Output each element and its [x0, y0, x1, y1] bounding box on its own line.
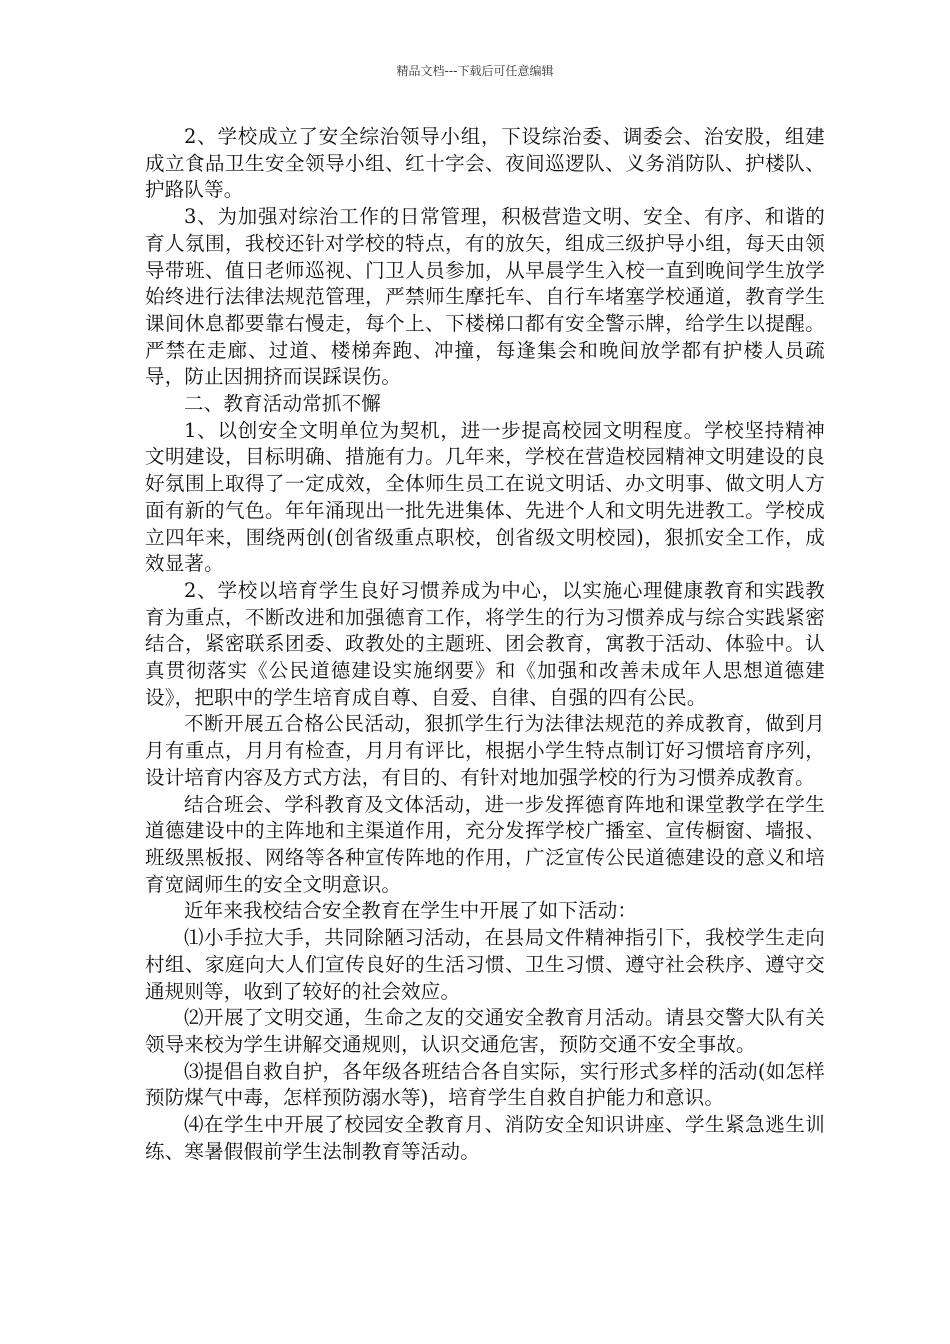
document-body: [145, 124, 825, 1165]
paragraph-committee: 2、学校成立了安全综治领导小组，下设综治委、调委会、治安股，组建成立食品卫生安全领导小组、红十字会、夜间巡逻队、义务消防队、护楼队、护路队等。: [145, 125, 825, 202]
paragraph-activity-1: ⑴小手拉大手，共同除陋习活动，在县局文件精神指引下，我校学生走向村组、家庭向大人们宣传良好的生活习惯、卫生习惯、遵守社会秩序、遵守交通规则等，收到了较好的社会效应。: [145, 926, 825, 1003]
paragraph-patrol: 3、为加强对综治工作的日常管理，积极营造文明、安全、有序、和谐的育人氛围，我校还针对学校的特点，有的放矢，组成三级护导小组，每天由领导带班、值日老师巡视、门卫人员参加，从早晨学生入校一直到晚间学生放学始终进行法律法规范管理，严禁师生摩托车、自行车堵塞学校通道，教育学生课间休息都要靠右慢走，每个上、下楼梯口都有安全警示牌，给学生以提醒。严禁在走廊、过道、楼梯奔跑、冲撞，每逢集会和晚间放学都有护楼人员疏导，防止因拥挤而误踩误伤。: [145, 205, 825, 389]
paragraph-activities-intro: 近年来我校结合安全教育在学生中开展了如下活动：: [184, 899, 638, 923]
section-heading-education: 二、教育活动常抓不懈: [184, 392, 382, 416]
paragraph-habits: 2、学校以培育学生良好习惯养成为中心，以实施心理健康教育和实践教育为重点，不断改进和加强德育工作，将学生的行为习惯养成与综合实践紧密结合，紧密联系团委、政教处的主题班、团会教育，寓教于活动、体验中。认真贯彻落实《公民道德建设实施纲要》和《加强和改善未成年人思想道德建设》，把职中的学生培育成自尊、自爱、自律、自强的四有公民。: [145, 578, 825, 709]
paragraph-activity-2: ⑵开展了文明交通，生命之友的交通安全教育月活动。请县交警大队有关领导来校为学生讲解交通规则，认识交通危害，预防交通不安全事故。: [145, 1006, 825, 1056]
paragraph-five-qualified: 不断开展五合格公民活动，狠抓学生行为法律法规范的养成教育，做到月月有重点，月月有检查，月月有评比，根据小学生特点制订好习惯培育序列，设计培育内容及方式方法，有目的、有针对地加强学校的行为习惯养成教育。: [145, 712, 825, 789]
page-header: 精品文档---下载后可任意编辑: [396, 64, 554, 78]
paragraph-activity-4: ⑷在学生中开展了校园安全教育月、消防安全知识讲座、学生紧急逃生训练、寒暑假假前学生法制教育等活动。: [145, 1113, 825, 1163]
paragraph-activity-3: ⑶提倡自救自护，各年级各班结合各自实际，实行形式多样的活动(如怎样预防煤气中毒，怎样预防溺水等)，培育学生自救自护能力和意识。: [145, 1059, 825, 1110]
paragraph-class-meetings: 结合班会、学科教育及文体活动，进一步发挥德育阵地和课堂教学在学生道德建设中的主阵地和主渠道作用，充分发挥学校广播室、宣传橱窗、墙报、班级黑板报、网络等各种宣传阵地的作用，广泛宣传公民道德建设的意义和培育宽阔师生的安全文明意识。: [145, 792, 825, 896]
paragraph-civilization: 1、以创安全文明单位为契机，进一步提高校园文明程度。学校坚持精神文明建设，目标明确、措施有力。几年来，学校在营造校园精神文明建设的良好氛围上取得了一定成效，全体师生员工在说文明话、办文明事、做文明人方面有新的气色。年年涌现出一批先进集体、先进个人和文明先进教工。学校成立四年来，围绕两创(创省级重点职校，创省级文明校园)，狠抓安全工作，成效显著。: [145, 418, 825, 576]
